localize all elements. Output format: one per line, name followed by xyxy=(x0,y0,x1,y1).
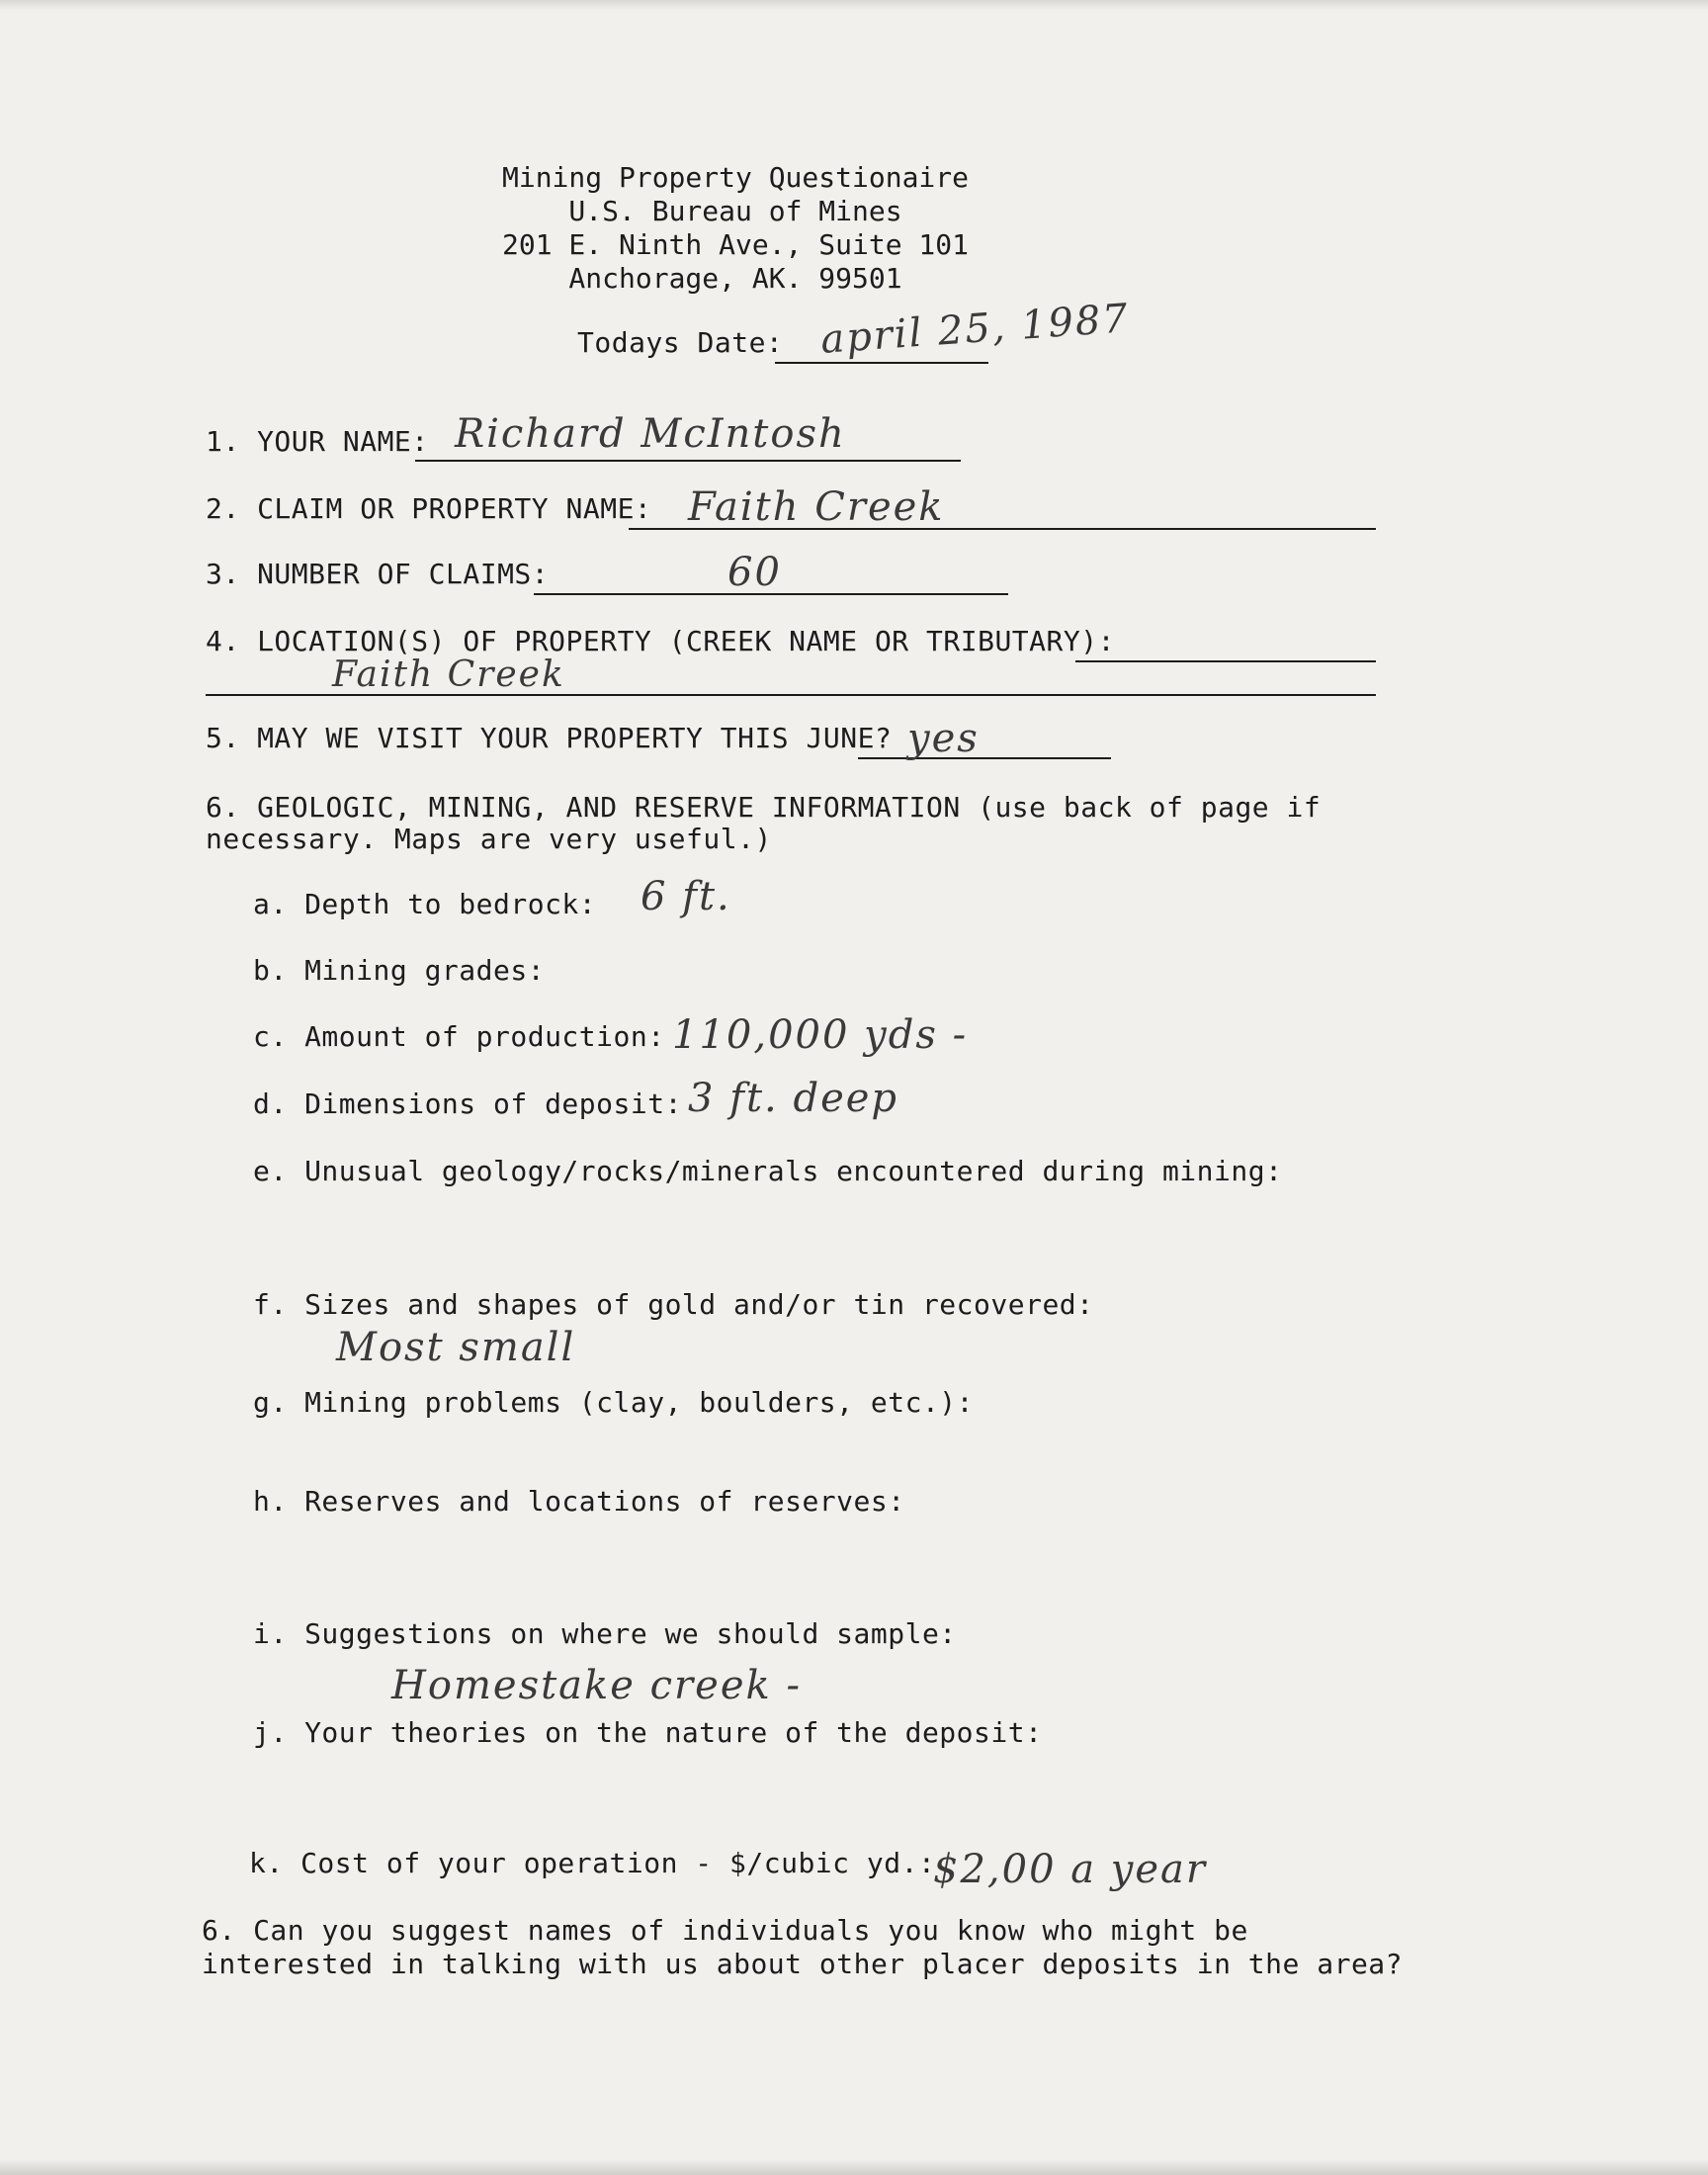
q6c-answer[interactable]: 110,000 yds - xyxy=(672,1012,969,1058)
q6b-label: b. Mining grades: xyxy=(253,954,546,987)
form-title: Mining Property Questionaire xyxy=(501,161,969,194)
q6d-label: d. Dimensions of deposit: xyxy=(253,1088,682,1120)
scan-edge-top xyxy=(0,0,1708,10)
q6k-label: k. Cost of your operation - $/cubic yd.: xyxy=(249,1847,936,1879)
agency-address: 201 E. Ninth Ave., Suite 101 xyxy=(501,228,969,261)
date-underline xyxy=(775,362,988,364)
q5-label: 5. MAY WE VISIT YOUR PROPERTY THIS JUNE? xyxy=(206,722,893,754)
q6e-label: e. Unusual geology/rocks/minerals encountered during mining: xyxy=(253,1155,1283,1187)
q7-line2: interested in talking with us about other placer deposits in the area? xyxy=(202,1948,1404,1980)
q3-answer[interactable]: 60 xyxy=(727,550,782,595)
q4-label: 4. LOCATION(S) OF PROPERTY (CREEK NAME OR TRIBUTARY): xyxy=(206,625,1115,657)
q5-underline xyxy=(858,757,1111,759)
scan-edge-bottom xyxy=(0,2159,1708,2175)
q6k-answer[interactable]: $2,00 a year xyxy=(933,1847,1208,1892)
agency-city: Anchorage, AK. 99501 xyxy=(568,262,902,295)
q6-heading-line1: 6. GEOLOGIC, MINING, AND RESERVE INFORMATION (use back of page if xyxy=(206,791,1322,824)
q6d-answer[interactable]: 3 ft. deep xyxy=(688,1076,899,1121)
q6g-label: g. Mining problems (clay, boulders, etc.): xyxy=(253,1386,975,1419)
agency-name: U.S. Bureau of Mines xyxy=(568,195,902,227)
q1-answer[interactable]: Richard McIntosh xyxy=(455,411,846,457)
q4-underline-1 xyxy=(1075,660,1376,662)
q6h-label: h. Reserves and locations of reserves: xyxy=(253,1485,905,1518)
q6f-label: f. Sizes and shapes of gold and/or tin recovered: xyxy=(253,1288,1094,1321)
q6a-answer[interactable]: 6 ft. xyxy=(640,874,731,919)
q5-answer[interactable]: yes xyxy=(907,716,980,761)
q3-label: 3. NUMBER OF CLAIMS: xyxy=(206,558,550,590)
q6-heading-line2: necessary. Maps are very useful.) xyxy=(206,823,772,855)
q6j-label: j. Your theories on the nature of the deposit: xyxy=(253,1716,1043,1749)
q2-answer[interactable]: Faith Creek xyxy=(688,484,945,530)
q4-answer[interactable]: Faith Creek xyxy=(332,654,565,695)
q6i-label: i. Suggestions on where we should sample: xyxy=(253,1617,957,1650)
q1-label: 1. YOUR NAME: xyxy=(206,425,429,458)
date-label: Todays Date: xyxy=(577,326,784,359)
q2-label: 2. CLAIM OR PROPERTY NAME: xyxy=(206,492,652,525)
q6c-label: c. Amount of production: xyxy=(253,1020,665,1053)
q6i-answer[interactable]: Homestake creek - xyxy=(391,1663,802,1708)
q7-line1: 6. Can you suggest names of individuals you know who might be xyxy=(202,1914,1248,1947)
q1-underline xyxy=(415,460,961,462)
q6f-answer[interactable]: Most small xyxy=(336,1325,576,1370)
date-value[interactable]: april 25, 1987 xyxy=(818,296,1132,363)
q6a-label: a. Depth to bedrock: xyxy=(253,888,597,920)
